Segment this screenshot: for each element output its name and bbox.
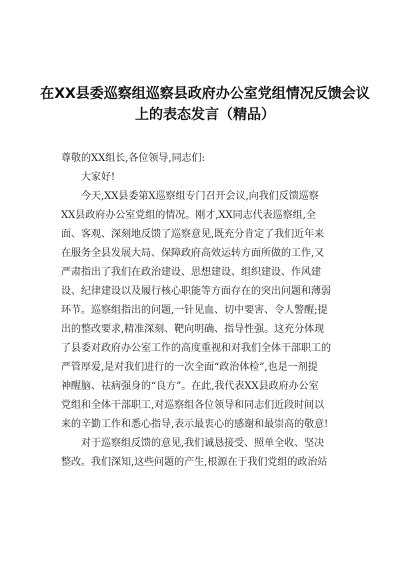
title-line-1: 在XX县委巡察组巡察县政府办公室党组情况反馈会议 <box>40 86 370 102</box>
paragraph-line: 整改。我们深知,这些问题的产生,根源在于我们党组的政治站 <box>61 457 328 468</box>
document-title <box>40 84 370 126</box>
paragraph-line: XX县政府办公室党组的情况。刚才,XX同志代表巡察组,全 <box>61 210 316 221</box>
salutation: 尊敬的XX组长,各位领导,同志们: <box>61 153 205 164</box>
paragraph-line: 了县委对政府办公室工作的高度重视和对我们全体干部职工的 <box>61 343 331 354</box>
paragraph-line: 严管厚爱,是对我们进行的一次全面“政治体检”,也是一剂提 <box>61 362 318 373</box>
paragraph-line: 来的辛勤工作和悉心指导,表示最衷心的感谢和最崇高的敬意! <box>61 419 329 430</box>
paragraph-1 <box>61 187 359 434</box>
document-body <box>61 149 359 472</box>
paragraph-line: 神醒脑、祛病强身的“良方”。在此,我代表XX县政府办公室 <box>61 381 319 392</box>
paragraph-line: 在服务全县发展大局、保障政府高效运转方面所做的工作,又 <box>61 248 325 259</box>
paragraph-line: 环节。巡察组指出的问题,一针见血、切中要害、令人警醒;提 <box>61 305 328 316</box>
paragraph-line: 今天,XX县委第X巡察组专门召开会议,向我们反馈巡察 <box>81 191 319 202</box>
paragraph-line: 设、纪律建设以及履行核心职能等方面存在的突出问题和薄弱 <box>61 286 331 297</box>
greeting: 大家好! <box>81 172 116 183</box>
paragraph-line: 出的整改要求,精准深刻、靶向明确、指导性强。这充分体现 <box>61 324 325 335</box>
paragraph-line: 党组和全体干部职工,对巡察组各位领导和同志们近段时间以 <box>61 400 325 411</box>
title-line-2: 上的表态发言（精品） <box>135 107 275 123</box>
paragraph-2 <box>61 434 359 472</box>
paragraph-line: 对于巡察组反馈的意见,我们诚恳接受、照单全收、坚决 <box>81 438 325 449</box>
paragraph-line: 面、客观、深刻地反馈了巡察意见,既充分肯定了我们近年来 <box>61 229 325 240</box>
paragraph-line: 严肃指出了我们在政治建设、思想建设、组织建设、作风建 <box>61 267 321 278</box>
